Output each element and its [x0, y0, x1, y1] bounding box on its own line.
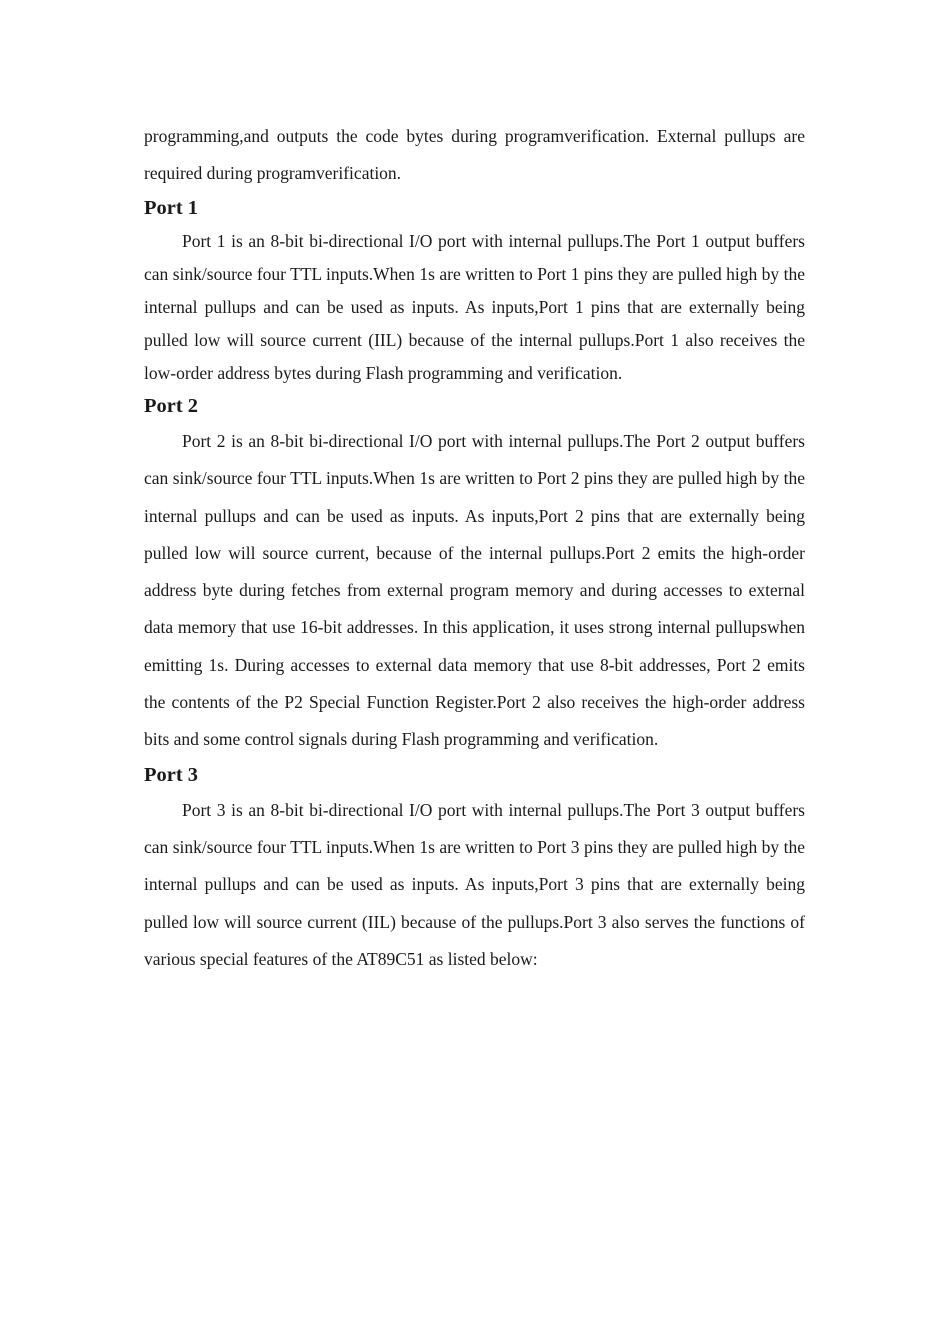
- intro-paragraph: programming,and outputs the code bytes during programverification. External pullups are required during programverification.: [144, 126, 805, 183]
- document-page: [144, 118, 805, 978]
- section-body-port-3: Port 3 is an 8-bit bi-directional I/O port with internal pullups.The Port 3 output buffers can sink/source four TTL inputs.When 1s are written to Port 3 pins they are pulled high by the internal pullups and can be used as inputs. As inputs,Port 3 pins that are externally being pulled low will source current (IIL) because of the pullups.Port 3 also serves the functions of various special features of the AT89C51 as listed below:: [144, 799, 805, 969]
- section-body-port-1: Port 1 is an 8-bit bi-directional I/O port with internal pullups.The Port 1 output buffers can sink/source four TTL inputs.When 1s are written to Port 1 pins they are pulled high by the internal pullups and can be used as inputs. As inputs,Port 1 pins that are externally being pulled low will source current (IIL) because of the internal pullups.Port 1 also receives the low-order address bytes during Flash programming and verification.: [144, 231, 805, 383]
- section-heading-port-1: Port 1: [144, 197, 198, 219]
- section-heading-port-2: Port 2: [144, 395, 198, 417]
- section-body-port-2: Port 2 is an 8-bit bi-directional I/O port with internal pullups.The Port 2 output buffers can sink/source four TTL inputs.When 1s are written to Port 2 pins they are pulled high by the internal pullups and can be used as inputs. As inputs,Port 2 pins that are externally being pulled low will source current, because of the internal pullups.Port 2 emits the high-order address byte during fetches from external program memory and during accesses to external data memory that use 16-bit addresses. In this application, it uses strong internal pullupswhen emitting 1s. During accesses to external data memory that use 8-bit addresses, Port 2 emits the contents of the P2 Special Function Register.Port 2 also receives the high-order address bits and some control signals during Flash programming and verification.: [144, 431, 805, 750]
- section-heading-port-3: Port 3: [144, 763, 198, 786]
